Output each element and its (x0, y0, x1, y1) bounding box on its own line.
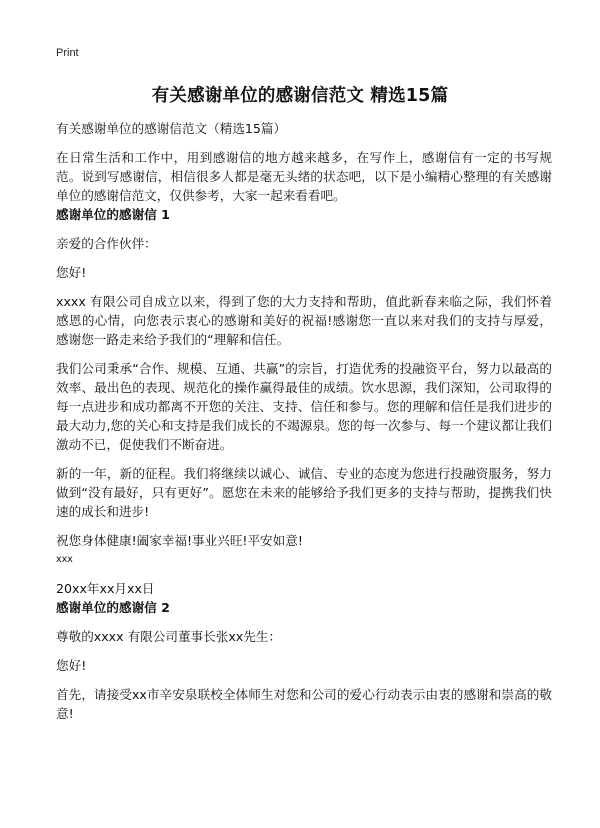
document-title: 有关感谢单位的感谢信范文 精选15篇 (151, 86, 449, 106)
letter1-date: 20xx年xx月xx日 (56, 581, 155, 596)
letter2-greeting: 您好! (56, 658, 87, 673)
letter1-paragraph-3: 新的一年，新的征程。我们将继续以诚心、诚信、专业的态度为您进行投融资服务，努力做到“没有最好，只有更好”。愿您在未来的能够给予我们更多的支持与帮助，提携我们快速的成长和进步! (56, 466, 552, 519)
document-body (56, 119, 552, 723)
letter1-salutation: 亲爱的合作伙伴： (56, 236, 157, 251)
letter2-heading: 感谢单位的感谢信 2 (56, 600, 170, 615)
letter1-paragraph-1: xxxx 有限公司自成立以来，得到了您的大力支持和帮助，值此新春来临之际，我们怀着感恩的心情，向您表示衷心的感谢和美好的祝福!感谢您一直以来对我们的支持与厚爱，感谢您一路走来给予我们的“理解和信任。 (56, 294, 552, 347)
letter1-greeting: 您好! (56, 265, 87, 280)
letter1-signature: xxx (56, 554, 73, 565)
letter1-closing: 祝您身体健康!阖家幸福!事业兴旺!平安如意! (56, 533, 303, 548)
letter1-paragraph-2: 我们公司秉承“合作、规模、互通、共赢”的宗旨，打造优秀的投融资平台，努力以最高的效率、最出色的表现、规范化的操作赢得最佳的成绩。饮水思源，我们深知，公司取得的每一点进步和成功都离不开您的关注、支持、信任和参与。您的理解和信任是我们进步的最大动力,您的关心和支持是我们成长的不竭源泉。您的每一次参与、每一个建议都让我们激动不已，促使我们不断奋进。 (56, 361, 552, 452)
subtitle: 有关感谢单位的感谢信范文（精选15篇） (56, 121, 287, 136)
letter2-paragraph-1: 首先，请接受xx市辛安泉联校全体师生对您和公司的爱心行动表示由衷的感谢和崇高的敬意! (56, 687, 552, 721)
letter2-salutation: 尊敬的xxxx 有限公司董事长张xx先生： (56, 629, 282, 644)
intro-paragraph: 在日常生活和工作中，用到感谢信的地方越来越多，在写作上，感谢信有一定的书写规范。说到写感谢信，相信很多人都是毫无头绪的状态吧，以下是小编精心整理的有关感谢单位的感谢信范文，仅供参考，大家一起来看看吧。 (56, 150, 552, 203)
letter1-heading: 感谢单位的感谢信 1 (56, 207, 170, 222)
print-label: Print (56, 47, 79, 59)
